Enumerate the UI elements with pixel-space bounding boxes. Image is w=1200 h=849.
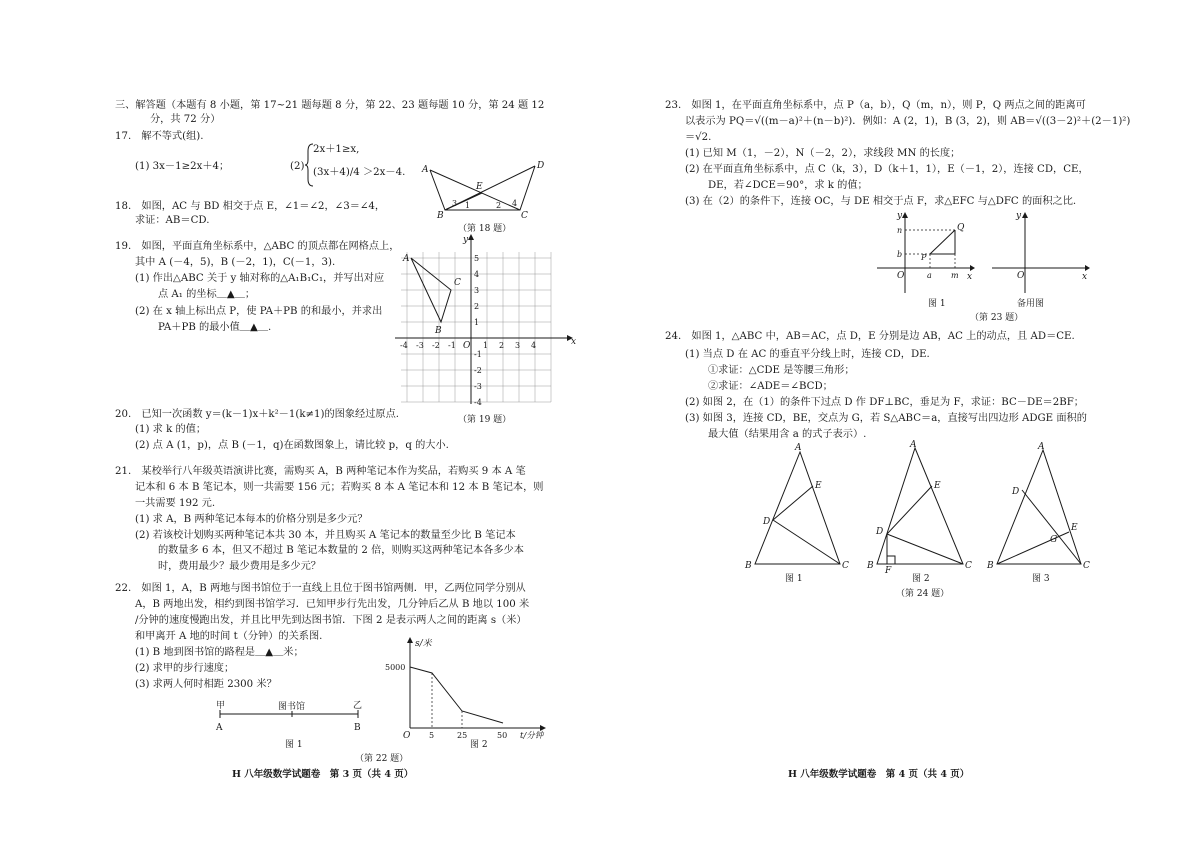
q24-fig3-g: G (1050, 535, 1058, 545)
q19-label-c: C (454, 278, 461, 288)
q22-y-value: 5000 (385, 663, 406, 672)
q19-x-tick: 4 (531, 341, 537, 350)
q23-line-3: ＝√2. (685, 132, 712, 143)
q22-x-tick-25: 25 (457, 731, 468, 740)
q24-fig1-caption: 图 1 (785, 574, 803, 584)
q23-spare-x: x (1082, 272, 1088, 282)
q23-spare-figure (990, 208, 1090, 298)
q24-part-3-line-1: (3) 如图 3，连接 CD，BE，交点为 G，若 S△ABC＝a，直接写出四边形 ADGE 面积的 (685, 413, 1087, 424)
q23-figure-1 (875, 208, 975, 298)
section-header-line-1: 三、解答题（本题有 8 小题，第 17~21 题每题 8 分，第 22、23 题每题 10 分，第 24 题 12 (115, 100, 545, 111)
q22-fig2-caption: 图 2 (470, 740, 488, 750)
q24-part-1b: ②求证：∠ADE＝∠BCD； (708, 381, 833, 392)
q24-fig3-c: C (1083, 561, 1090, 571)
q19-x-tick: 2 (499, 341, 505, 350)
q21-line-4: (1) 求 A，B 两种笔记本每本的价格分别是多少元？ (135, 514, 368, 525)
q19-label-a: A (403, 254, 410, 264)
q23-spare-o: O (1017, 271, 1025, 281)
q23-part-3: (3) 在（2）的条件下，连接 OC，与 DE 相交于点 F，求△EFC 与△DFC 的面积之比. (685, 196, 1077, 207)
q21-line-7: 时，费用最少？最少费用是多少元？ (158, 561, 321, 572)
q17-system-line-1: 2x＋1≥x, (313, 144, 360, 155)
q23-spare-caption: 备用图 (1017, 299, 1045, 309)
q22-part-2: (2) 求甲的步行速度； (135, 663, 235, 674)
q21-line-2: 记本和 6 本 B 笔记本，则一共需要 156 元；若购买 8 本 A 笔记本和 12 本 B 笔记本，则 (135, 482, 544, 493)
q18-label-a: A (422, 165, 429, 175)
q23-caption: （第 23 题） (970, 313, 1024, 323)
q21-line-1: 21. 某校举行八年级英语演讲比赛，需购买 A，B 两种笔记本作为奖品，若购买 9 本 A 笔 (115, 466, 526, 477)
q23-part-1: (1) 已知 M（1，－2），N（－2，2），求线段 MN 的长度； (685, 148, 961, 159)
q24-fig2-c: C (965, 561, 972, 571)
q23-fig1-q: Q (957, 223, 965, 233)
q22-part-1: (1) B 地到图书馆的路程是＿▲＿米； (135, 647, 304, 658)
q19-label-b: B (435, 326, 442, 336)
q22-x-tick-5: 5 (429, 731, 435, 740)
q23-fig1-n: n (897, 226, 903, 235)
q24-fig2-f: F (885, 566, 892, 576)
q19-part-2-line-1: (2) 在 x 轴上标出点 P，使 PA＋PB 的和最小，并求出 (135, 306, 383, 317)
q19-y-tick: -2 (474, 366, 482, 375)
q18-line-1: 18. 如图，AC 与 BD 相交于点 E，∠1＝∠2，∠3＝∠4， (115, 201, 386, 212)
q23-fig1-m: m (951, 271, 959, 280)
q19-y-tick: -1 (474, 350, 482, 359)
q19-caption: （第 19 题） (458, 415, 512, 425)
q19-y-tick: -3 (474, 382, 482, 391)
q19-coordinate-grid (395, 232, 575, 412)
q19-part-2-line-2: PA＋PB 的最小值＿▲＿. (158, 322, 272, 333)
q19-y-tick: 4 (474, 270, 480, 279)
q18-label-c: C (521, 211, 528, 221)
q22-line-4: 和甲离开 A 地的时间 t（分钟）的关系图. (135, 631, 323, 642)
q23-fig1-y: y (897, 211, 903, 221)
q19-origin-label: O (463, 341, 471, 351)
q24-fig3-a: A (1038, 442, 1045, 452)
q19-x-tick: -3 (416, 341, 424, 350)
q19-line-1: 19. 如图，平面直角坐标系中，△ABC 的顶点都在网格点上， (115, 241, 400, 252)
q18-line-2: 求证：AB＝CD. (135, 215, 210, 226)
q22-x-tick-50: 50 (497, 731, 508, 740)
q22-x-label: t/分钟 (520, 731, 544, 741)
q19-y-tick: 1 (474, 318, 480, 327)
q19-part-1-line-2: 点 A₁ 的坐标＿▲＿； (158, 289, 256, 300)
q19-y-tick: -4 (474, 398, 482, 407)
q18-label-4: 4 (512, 199, 518, 208)
q19-line-2: 其中 A (－4，5)，B (－2，1)，C(－1，3). (135, 257, 336, 268)
q22-fig1-a: A (216, 723, 223, 733)
q20-line-2: (1) 求 k 的值； (135, 424, 207, 435)
q22-figure-2-distance-graph (385, 635, 550, 740)
exam-page-4 (600, 0, 1200, 849)
q18-label-1: 1 (465, 201, 471, 210)
q24-fig1-a: A (795, 443, 802, 453)
q24-fig3-d: D (1012, 487, 1020, 497)
q23-part-2-line-1: (2) 在平面直角坐标系中，点 C（k，3），D（k＋1，1），E（－1，2），连接 CD，CE， (685, 164, 1089, 175)
q19-x-tick: -4 (400, 341, 408, 350)
q23-line-1: 23. 如图 1，在平面直角坐标系中，点 P（a，b），Q（m，n），则 P，Q 两点之间的距离可 (665, 100, 1086, 111)
q17-part-2-label: (2) (290, 161, 305, 172)
q24-figure-2 (865, 440, 975, 575)
q18-label-3: 3 (452, 199, 458, 208)
q19-y-tick: 2 (474, 302, 480, 311)
q22-line-2: A，B 两地出发，相约到图书馆学习．已知甲步行先出发，几分钟后乙从 B 地以 100 米 (135, 599, 530, 610)
q17-system-line-2: (3x＋4)/4 ＞2x－4. (313, 167, 406, 178)
q23-line-2: 以表示为 PQ＝√((m－a)²＋(n－b)²)．例如：A (2，1)，B (3，2)，则 AB＝√((3－2)²＋(2－1)²) (685, 116, 1131, 127)
q22-line-1: 22. 如图 1，A，B 两地与图书馆位于一直线上且位于图书馆两侧．甲，乙两位同学分别从 (115, 583, 526, 594)
q22-fig1-caption: 图 1 (285, 740, 303, 750)
q24-fig3-e: E (1071, 523, 1078, 533)
q23-fig1-p: P (921, 253, 927, 262)
q24-fig2-e: E (934, 481, 941, 491)
q24-part-1: (1) 当点 D 在 AC 的垂直平分线上时，连接 CD，DE. (685, 349, 930, 360)
q23-fig1-b: b (897, 250, 903, 259)
q22-figure-1 (210, 700, 370, 740)
q24-part-3-line-2: 最大值（结果用含 a 的式子表示）. (708, 429, 867, 440)
q22-caption: （第 22 题） (355, 754, 409, 764)
q21-line-5: (2) 若该校计划购买两种笔记本共 30 本，并且购买 A 笔记本的数量至少比 B 笔记本 (135, 530, 516, 541)
q22-y-label: s/米 (415, 639, 432, 649)
q23-fig1-x: x (967, 272, 973, 282)
q20-line-3: (2) 点 A (1，p)，点 B (－1，q)在函数图象上，请比较 p，q 的大小. (135, 440, 449, 451)
q24-fig1-e: E (815, 481, 822, 491)
q19-label-y: y (463, 235, 469, 245)
page-4-footer: H 八年级数学试题卷 第 4 页（共 4 页） (788, 769, 970, 780)
q19-x-tick: 1 (483, 341, 489, 350)
q22-fig1-b: B (354, 723, 361, 733)
q18-label-2: 2 (496, 201, 502, 210)
q19-x-tick: 3 (515, 341, 521, 350)
q24-line-1: 24. 如图 1，△ABC 中，AB＝AC，点 D，E 分别是边 AB，AC 上的动点，且 AD＝CE. (665, 331, 1075, 342)
q18-figure (420, 158, 545, 221)
q23-fig1-caption: 图 1 (928, 299, 946, 309)
q24-fig2-a: A (910, 440, 917, 450)
q23-spare-y: y (1016, 211, 1022, 221)
q23-part-2-line-2: DE，若∠DCE＝90°，求 k 的值； (708, 180, 868, 191)
q19-y-tick: 3 (474, 286, 480, 295)
q17-title: 17. 解不等式(组). (115, 131, 204, 142)
q24-caption: （第 24 题） (896, 589, 950, 599)
q24-fig1-c: C (842, 561, 849, 571)
q24-part-2: (2) 如图 2，在（1）的条件下过点 D 作 DF⊥BC，垂足为 F，求证：BC－DE＝2BF； (685, 397, 1084, 408)
q22-line-3: /分钟的速度慢跑出发，并且比甲先到达图书馆．下图 2 是表示两人之间的距离 s（米） (135, 615, 527, 626)
q22-fig1-yi: 乙 (353, 701, 363, 711)
q18-label-e: E (476, 182, 483, 192)
q19-x-tick: -1 (448, 341, 456, 350)
q23-fig1-a: a (927, 271, 932, 280)
q21-line-3: 一共需要 192 元. (135, 498, 216, 509)
section-header-line-2: 分，共 72 分） (150, 114, 221, 125)
q23-fig1-o: O (897, 271, 905, 281)
q18-label-d: D (537, 161, 545, 171)
q22-fig1-jia: 甲 (216, 701, 226, 711)
q18-label-b: B (437, 211, 444, 221)
q24-figure-3 (985, 440, 1095, 575)
q24-fig3-b: B (987, 561, 994, 571)
q18-caption: （第 18 题） (458, 224, 512, 234)
q19-y-tick: 5 (474, 254, 480, 263)
q19-part-1-line-1: (1) 作出△ABC 关于 y 轴对称的△A₁B₁C₁，并写出对应 (135, 273, 385, 284)
q24-fig2-caption: 图 2 (912, 574, 930, 584)
q24-fig2-b: B (867, 561, 874, 571)
q24-part-1a: ①求证：△CDE 是等腰三角形； (708, 365, 855, 376)
q19-x-tick: -2 (432, 341, 440, 350)
q21-line-6: 的数量多 6 本，但又不超过 B 笔记本数量的 2 倍，则购买这两种笔记本各多少本 (158, 545, 524, 556)
page-3-footer: H 八年级数学试题卷 第 3 页（共 4 页） (232, 769, 414, 780)
q24-fig3-caption: 图 3 (1032, 574, 1050, 584)
q24-fig1-b: B (745, 561, 752, 571)
q22-fig1-library: 图书馆 (278, 702, 306, 712)
q24-fig2-d: D (876, 527, 884, 537)
q22-origin: O (403, 731, 411, 741)
q20-line-1: 20. 已知一次函数 y＝(k－1)x＋k²－1(k≠1)的图象经过原点. (115, 409, 400, 420)
q19-label-x: x (571, 337, 577, 347)
q22-part-3: (3) 求两人何时相距 2300 米？ (135, 679, 277, 690)
q24-figure-1 (740, 440, 850, 575)
q17-part-1: (1) 3x－1≥2x＋4； (135, 161, 230, 172)
q24-fig1-d: D (763, 517, 771, 527)
